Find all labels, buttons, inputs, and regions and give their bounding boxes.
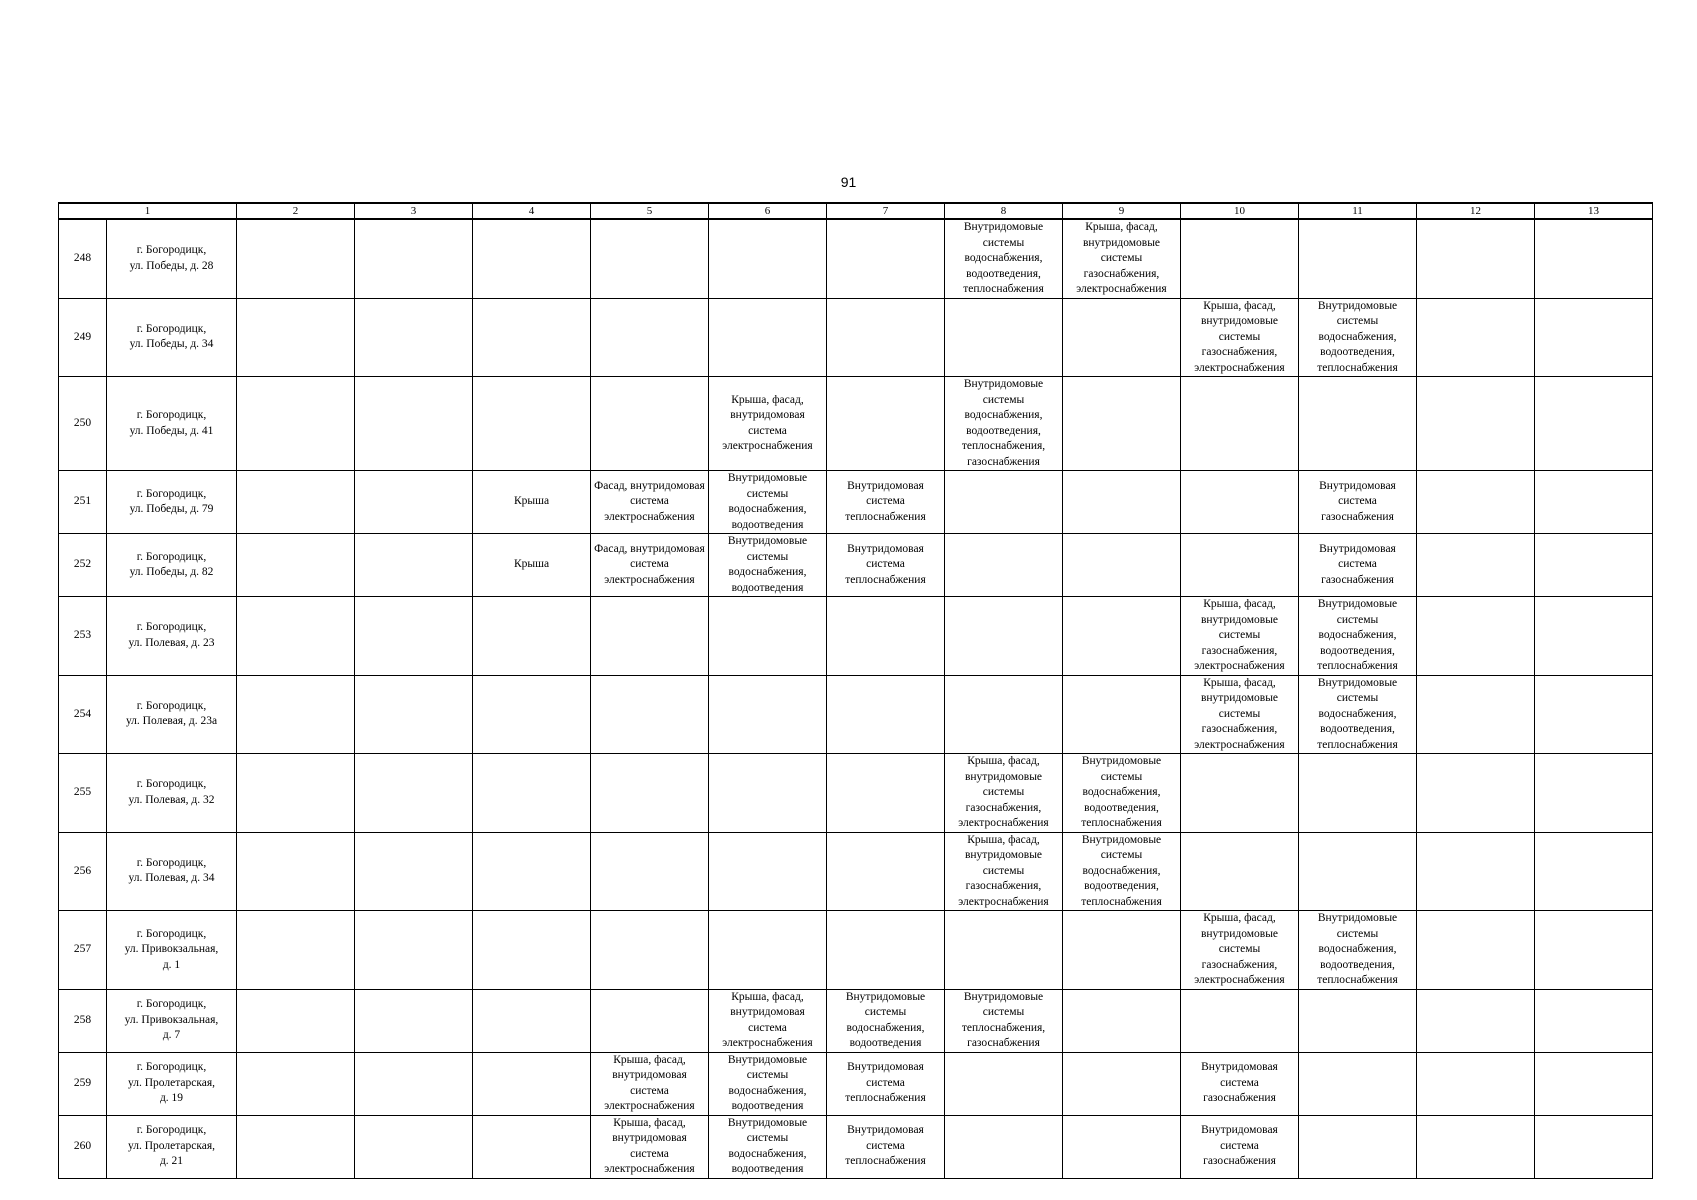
- work-type-cell: [1535, 754, 1653, 833]
- column-number-header: 9: [1063, 203, 1181, 219]
- work-type-cell: [591, 377, 709, 471]
- work-type-cell: [945, 471, 1063, 534]
- work-type-cell: [591, 754, 709, 833]
- work-type-cell: [591, 989, 709, 1052]
- table-header: [59, 203, 1653, 219]
- work-type-cell: [355, 832, 473, 911]
- work-type-cell: Крыша, фасад, внутридомовые системы газоснабжения, электроснабжения: [1181, 911, 1299, 990]
- address-cell: г. Богородицк, ул. Привокзальная, д. 7: [107, 989, 237, 1052]
- work-type-cell: [1181, 534, 1299, 597]
- work-type-cell: Внутридомовая система теплоснабжения: [827, 471, 945, 534]
- work-type-cell: [591, 675, 709, 754]
- work-type-cell: [709, 675, 827, 754]
- row-number: 256: [59, 832, 107, 911]
- work-type-cell: [709, 219, 827, 298]
- row-number: 248: [59, 219, 107, 298]
- table-row: [59, 675, 1653, 754]
- work-type-cell: Внутридомовые системы водоснабжения, водоотведения, теплоснабжения: [1063, 832, 1181, 911]
- address-cell: г. Богородицк, ул. Победы, д. 41: [107, 377, 237, 471]
- work-type-cell: [1417, 377, 1535, 471]
- table-row: [59, 298, 1653, 377]
- address-cell: г. Богородицк, ул. Победы, д. 34: [107, 298, 237, 377]
- work-type-cell: [1535, 219, 1653, 298]
- address-cell: г. Богородицк, ул. Победы, д. 28: [107, 219, 237, 298]
- work-type-cell: Фасад, внутридомовая система электроснабжения: [591, 534, 709, 597]
- work-type-cell: [827, 219, 945, 298]
- work-type-cell: [237, 534, 355, 597]
- table-row: [59, 1052, 1653, 1115]
- work-type-cell: [1063, 534, 1181, 597]
- work-type-cell: [1417, 1115, 1535, 1178]
- work-type-cell: [827, 298, 945, 377]
- work-type-cell: [355, 989, 473, 1052]
- address-cell: г. Богородицк, ул. Пролетарская, д. 19: [107, 1052, 237, 1115]
- column-number-header: 7: [827, 203, 945, 219]
- work-type-cell: [1063, 989, 1181, 1052]
- work-type-cell: [827, 832, 945, 911]
- work-type-cell: [591, 298, 709, 377]
- work-type-cell: Крыша: [473, 534, 591, 597]
- work-type-cell: Крыша, фасад, внутридомовая система электроснабжения: [591, 1052, 709, 1115]
- work-type-cell: Фасад, внутридомовая система электроснабжения: [591, 471, 709, 534]
- work-type-cell: [355, 219, 473, 298]
- work-type-cell: Внутридомовые системы водоснабжения, водоотведения, теплоснабжения: [1299, 298, 1417, 377]
- work-type-cell: [355, 675, 473, 754]
- work-type-cell: Внутридомовые системы водоснабжения, водоотведения, теплоснабжения: [1299, 597, 1417, 676]
- column-number-header: 6: [709, 203, 827, 219]
- table-row: [59, 471, 1653, 534]
- table-row: [59, 534, 1653, 597]
- row-number: 258: [59, 989, 107, 1052]
- work-type-cell: [1181, 219, 1299, 298]
- work-type-cell: [1063, 1052, 1181, 1115]
- work-type-cell: [1417, 675, 1535, 754]
- work-type-cell: [1299, 754, 1417, 833]
- work-type-cell: [473, 377, 591, 471]
- work-type-cell: [1299, 832, 1417, 911]
- work-type-cell: Крыша, фасад, внутридомовая система электроснабжения: [709, 989, 827, 1052]
- work-type-cell: [827, 911, 945, 990]
- work-type-cell: [355, 1115, 473, 1178]
- work-type-cell: [473, 1052, 591, 1115]
- work-type-cell: [473, 989, 591, 1052]
- row-number: 259: [59, 1052, 107, 1115]
- table-row: [59, 597, 1653, 676]
- row-number: 255: [59, 754, 107, 833]
- work-type-cell: [709, 832, 827, 911]
- work-type-cell: [1299, 1052, 1417, 1115]
- work-type-cell: [1535, 597, 1653, 676]
- work-type-cell: [1417, 832, 1535, 911]
- work-type-cell: [237, 911, 355, 990]
- work-type-cell: [1063, 1115, 1181, 1178]
- table-row: [59, 1115, 1653, 1178]
- work-type-cell: [709, 754, 827, 833]
- column-number-header: 5: [591, 203, 709, 219]
- work-type-cell: [827, 675, 945, 754]
- address-cell: г. Богородицк, ул. Полевая, д. 32: [107, 754, 237, 833]
- work-type-cell: [473, 1115, 591, 1178]
- row-number: 254: [59, 675, 107, 754]
- work-type-cell: [473, 219, 591, 298]
- work-type-cell: [473, 298, 591, 377]
- work-type-cell: [1299, 989, 1417, 1052]
- work-type-cell: Внутридомовые системы водоснабжения, водоотведения, теплоснабжения: [945, 219, 1063, 298]
- table-row: [59, 989, 1653, 1052]
- work-type-cell: Внутридомовые системы водоснабжения, водоотведения: [709, 1052, 827, 1115]
- work-type-cell: [237, 832, 355, 911]
- work-type-cell: [237, 989, 355, 1052]
- work-type-cell: [945, 597, 1063, 676]
- address-cell: г. Богородицк, ул. Полевая, д. 23: [107, 597, 237, 676]
- work-type-cell: [1417, 219, 1535, 298]
- page-number: 91: [840, 174, 857, 190]
- work-type-cell: Внутридомовая система газоснабжения: [1181, 1115, 1299, 1178]
- work-type-cell: [237, 471, 355, 534]
- work-type-cell: Внутридомовая система газоснабжения: [1299, 534, 1417, 597]
- work-type-cell: Крыша, фасад, внутридомовые системы газоснабжения, электроснабжения: [1181, 597, 1299, 676]
- work-type-cell: [945, 534, 1063, 597]
- address-cell: г. Богородицк, ул. Полевая, д. 23а: [107, 675, 237, 754]
- work-type-cell: [1181, 471, 1299, 534]
- work-type-cell: [827, 754, 945, 833]
- address-cell: г. Богородицк, ул. Пролетарская, д. 21: [107, 1115, 237, 1178]
- table-row: [59, 219, 1653, 298]
- work-type-cell: [945, 675, 1063, 754]
- work-type-cell: [1417, 471, 1535, 534]
- work-type-cell: Крыша, фасад, внутридомовая система электроснабжения: [591, 1115, 709, 1178]
- work-type-cell: [709, 298, 827, 377]
- work-type-cell: [1535, 832, 1653, 911]
- work-type-cell: [591, 832, 709, 911]
- work-type-cell: Внутридомовые системы водоснабжения, водоотведения: [827, 989, 945, 1052]
- work-type-cell: Внутридомовые системы водоснабжения, водоотведения, теплоснабжения: [1299, 675, 1417, 754]
- work-type-cell: [1535, 471, 1653, 534]
- address-cell: г. Богородицк, ул. Привокзальная, д. 1: [107, 911, 237, 990]
- table-row: [59, 754, 1653, 833]
- work-type-cell: [473, 832, 591, 911]
- work-type-cell: Внутридомовые системы водоснабжения, водоотведения, теплоснабжения, газоснабжения: [945, 377, 1063, 471]
- work-type-cell: [1181, 989, 1299, 1052]
- work-type-cell: [355, 1052, 473, 1115]
- work-type-cell: [1535, 298, 1653, 377]
- work-type-cell: Крыша, фасад, внутридомовая система электроснабжения: [709, 377, 827, 471]
- row-number: 249: [59, 298, 107, 377]
- work-type-cell: [1535, 1115, 1653, 1178]
- column-number-header: 4: [473, 203, 591, 219]
- column-number-header: 3: [355, 203, 473, 219]
- work-type-cell: [945, 1115, 1063, 1178]
- work-type-cell: [1063, 597, 1181, 676]
- work-type-cell: [1417, 597, 1535, 676]
- work-type-cell: [591, 911, 709, 990]
- work-type-cell: [1063, 298, 1181, 377]
- row-number: 252: [59, 534, 107, 597]
- row-number: 257: [59, 911, 107, 990]
- work-type-cell: Крыша, фасад, внутридомовые системы газоснабжения, электроснабжения: [945, 754, 1063, 833]
- work-type-cell: [591, 597, 709, 676]
- work-type-cell: [1417, 911, 1535, 990]
- work-type-cell: Крыша: [473, 471, 591, 534]
- work-type-cell: [1535, 989, 1653, 1052]
- work-type-cell: Внутридомовые системы теплоснабжения, газоснабжения: [945, 989, 1063, 1052]
- work-type-cell: Внутридомовые системы водоснабжения, водоотведения: [709, 471, 827, 534]
- table-row: [59, 832, 1653, 911]
- row-number: 260: [59, 1115, 107, 1178]
- work-type-cell: Крыша, фасад, внутридомовые системы газоснабжения, электроснабжения: [1181, 675, 1299, 754]
- work-type-cell: [1299, 377, 1417, 471]
- work-type-cell: [355, 377, 473, 471]
- work-type-cell: [1535, 675, 1653, 754]
- work-type-cell: [473, 911, 591, 990]
- work-type-cell: Внутридомовая система газоснабжения: [1181, 1052, 1299, 1115]
- work-type-cell: [355, 911, 473, 990]
- work-type-cell: [355, 754, 473, 833]
- work-type-cell: Крыша, фасад, внутридомовые системы газоснабжения, электроснабжения: [1181, 298, 1299, 377]
- work-type-cell: [1535, 534, 1653, 597]
- column-number-row: [59, 203, 1653, 219]
- work-type-cell: [1063, 377, 1181, 471]
- column-number-header: 10: [1181, 203, 1299, 219]
- work-type-cell: Внутридомовые системы водоснабжения, водоотведения, теплоснабжения: [1063, 754, 1181, 833]
- work-type-cell: [355, 471, 473, 534]
- work-type-cell: [237, 754, 355, 833]
- table-row: [59, 911, 1653, 990]
- work-type-cell: [237, 1052, 355, 1115]
- work-type-cell: [1417, 989, 1535, 1052]
- address-cell: г. Богородицк, ул. Победы, д. 79: [107, 471, 237, 534]
- row-number: 251: [59, 471, 107, 534]
- work-type-cell: Внутридомовые системы водоснабжения, водоотведения: [709, 534, 827, 597]
- column-number-header: 2: [237, 203, 355, 219]
- work-type-cell: [945, 911, 1063, 990]
- work-type-cell: Крыша, фасад, внутридомовые системы газоснабжения, электроснабжения: [1063, 219, 1181, 298]
- work-type-cell: [237, 597, 355, 676]
- work-type-cell: [1181, 754, 1299, 833]
- work-type-cell: [1181, 832, 1299, 911]
- repair-schedule-table: [58, 202, 1653, 1179]
- work-type-cell: Внутридомовые системы водоснабжения, водоотведения: [709, 1115, 827, 1178]
- work-type-cell: [945, 1052, 1063, 1115]
- work-type-cell: [1417, 1052, 1535, 1115]
- work-type-cell: [1063, 911, 1181, 990]
- work-type-cell: Внутридомовая система теплоснабжения: [827, 534, 945, 597]
- work-type-cell: [1535, 1052, 1653, 1115]
- column-number-header: 1: [59, 203, 237, 219]
- work-type-cell: [591, 219, 709, 298]
- work-type-cell: [709, 597, 827, 676]
- work-type-cell: [827, 377, 945, 471]
- work-type-cell: [355, 298, 473, 377]
- work-type-cell: [237, 675, 355, 754]
- row-number: 250: [59, 377, 107, 471]
- work-type-cell: [355, 534, 473, 597]
- table-body: [59, 219, 1653, 1178]
- column-number-header: 12: [1417, 203, 1535, 219]
- table-row: [59, 377, 1653, 471]
- address-cell: г. Богородицк, ул. Победы, д. 82: [107, 534, 237, 597]
- work-type-cell: Внутридомовая система теплоснабжения: [827, 1115, 945, 1178]
- work-type-cell: [1063, 471, 1181, 534]
- work-type-cell: [1299, 219, 1417, 298]
- address-cell: г. Богородицк, ул. Полевая, д. 34: [107, 832, 237, 911]
- work-type-cell: [945, 298, 1063, 377]
- work-type-cell: [237, 219, 355, 298]
- work-type-cell: [355, 597, 473, 676]
- work-type-cell: [1299, 1115, 1417, 1178]
- work-type-cell: [1535, 377, 1653, 471]
- work-type-cell: Крыша, фасад, внутридомовые системы газоснабжения, электроснабжения: [945, 832, 1063, 911]
- work-type-cell: [473, 675, 591, 754]
- work-type-cell: [237, 377, 355, 471]
- work-type-cell: Внутридомовые системы водоснабжения, водоотведения, теплоснабжения: [1299, 911, 1417, 990]
- column-number-header: 8: [945, 203, 1063, 219]
- work-type-cell: [1417, 534, 1535, 597]
- work-type-cell: [827, 597, 945, 676]
- work-type-cell: [1063, 675, 1181, 754]
- work-type-cell: [237, 1115, 355, 1178]
- work-type-cell: [1417, 754, 1535, 833]
- work-type-cell: Внутридомовая система теплоснабжения: [827, 1052, 945, 1115]
- column-number-header: 11: [1299, 203, 1417, 219]
- work-type-cell: Внутридомовая система газоснабжения: [1299, 471, 1417, 534]
- work-type-cell: [473, 754, 591, 833]
- work-type-cell: [237, 298, 355, 377]
- work-type-cell: [1181, 377, 1299, 471]
- work-type-cell: [473, 597, 591, 676]
- work-type-cell: [1417, 298, 1535, 377]
- work-type-cell: [709, 911, 827, 990]
- work-type-cell: [1535, 911, 1653, 990]
- column-number-header: 13: [1535, 203, 1653, 219]
- row-number: 253: [59, 597, 107, 676]
